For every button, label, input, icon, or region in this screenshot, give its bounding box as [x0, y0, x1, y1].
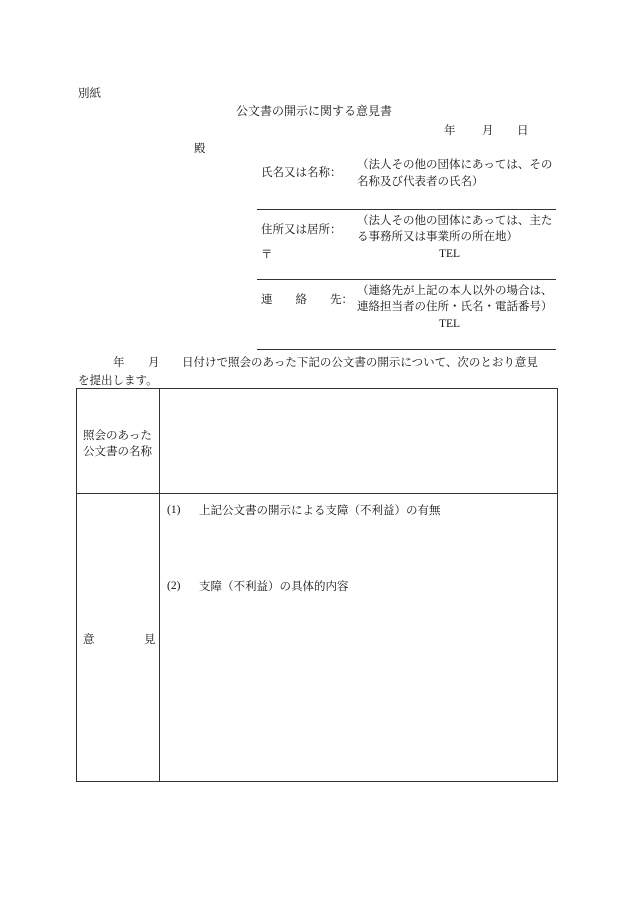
address-note-line2: る事務所又は事業所の所在地） [357, 229, 518, 243]
statement-line2: を提出します。 [78, 373, 158, 387]
contact-note-line1: （連絡先が上記の本人以外の場合は、 [357, 283, 553, 297]
name-underline [257, 209, 556, 210]
item1-number: (1) [167, 504, 181, 516]
item2-text: 支障（不利益）の具体的内容 [199, 579, 349, 593]
address-tel-label: TEL [439, 248, 461, 260]
document-title: 公文書の開示に関する意見書 [236, 104, 393, 118]
table-column-divider [159, 388, 160, 781]
attachment-label: 別紙 [78, 86, 101, 100]
table-row-divider [76, 493, 557, 494]
contact-tel-label: TEL [439, 318, 461, 330]
name-note-line1: （法人その他の団体にあっては、その [357, 157, 553, 171]
opinion-label-left: 意 [83, 632, 95, 646]
contact-label: 連 絡 先： [261, 292, 353, 306]
address-underline [257, 279, 556, 280]
doc-name-label-line1: 照会のあった [83, 428, 152, 442]
doc-name-label-line2: 公文書の名称 [83, 444, 152, 458]
name-label: 氏名又は名称： [261, 165, 342, 179]
date-day: 日 [517, 123, 529, 137]
date-month: 月 [482, 123, 494, 137]
addressee-suffix: 殿 [194, 141, 206, 155]
name-note-line2: 名称及び代表者の氏名） [357, 174, 484, 188]
contact-underline [257, 349, 556, 350]
item1-text: 上記公文書の開示による支障（不利益）の有無 [199, 503, 441, 517]
item2-number: (2) [167, 580, 181, 592]
statement-year: 年 [113, 355, 125, 369]
opinion-label-right: 見 [144, 632, 156, 646]
address-note-line1: （法人その他の団体にあっては、主た [357, 213, 553, 227]
address-label: 住所又は居所： [261, 222, 342, 236]
statement-month: 月 [148, 355, 160, 369]
contact-note-line2: 連絡担当者の住所・氏名・電話番号） [357, 299, 553, 313]
date-year: 年 [444, 123, 456, 137]
statement-line1: 日付けで照会のあった下記の公文書の開示について、次のとおり意見 [182, 355, 538, 369]
postal-mark: 〒 [261, 247, 273, 261]
